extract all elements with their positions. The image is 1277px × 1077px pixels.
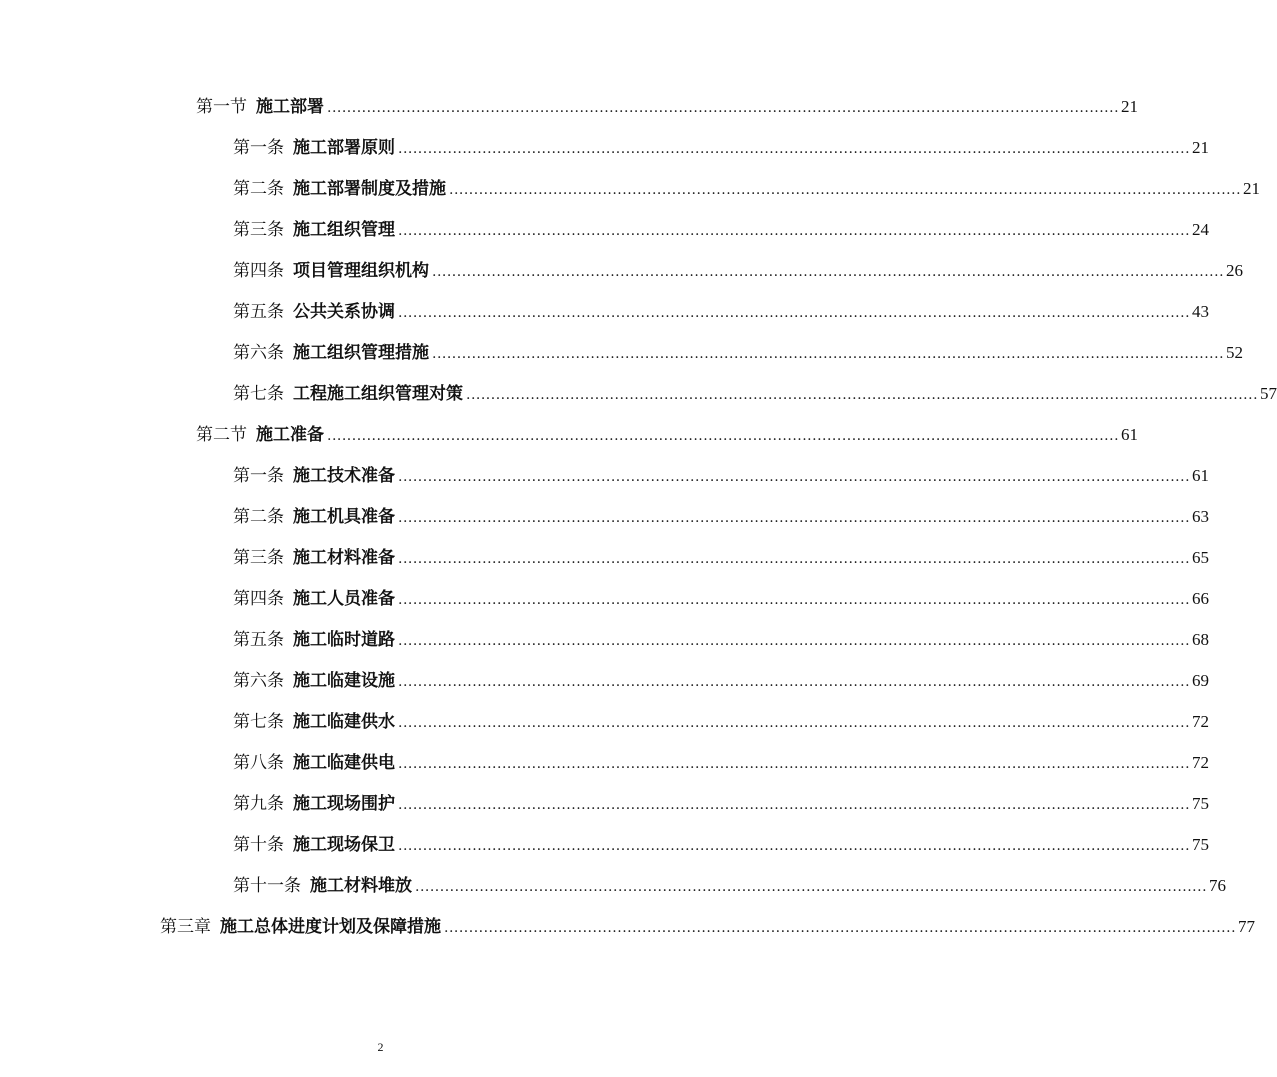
- toc-entry-title: 施工机具准备: [293, 507, 395, 527]
- toc-entry-number: 第六条: [233, 343, 284, 363]
- toc-entry[interactable]: [233, 666, 1210, 692]
- toc-leader-dots: ................................................................................................................................................................: [398, 141, 1191, 157]
- toc-entry-number: 第五条: [233, 302, 284, 322]
- toc-entry-page: 66: [1192, 589, 1210, 608]
- toc-entry[interactable]: [233, 338, 1244, 364]
- toc-leader-dots: ................................................................................................................................................................: [398, 510, 1191, 526]
- toc-entry-title: 施工人员准备: [293, 589, 395, 609]
- toc-leader-dots: ................................................................................................................................................................: [398, 305, 1191, 321]
- toc-entry[interactable]: [196, 92, 1139, 118]
- page-number: 2: [377, 1040, 384, 1054]
- toc-entry-title: 施工部署制度及措施: [293, 179, 446, 199]
- toc-leader-dots: ................................................................................................................................................................: [398, 223, 1191, 239]
- toc-entry-page: 61: [1192, 466, 1210, 485]
- toc-entry-page: 69: [1192, 671, 1210, 690]
- toc-entry-number: 第一条: [233, 138, 284, 158]
- toc-entry-number: 第一节: [196, 97, 247, 117]
- toc-entry-title: 施工临建供水: [293, 712, 395, 732]
- toc-entry-number: 第七条: [233, 712, 284, 732]
- toc-entry[interactable]: [233, 256, 1244, 282]
- toc-entry[interactable]: [196, 420, 1139, 446]
- toc-entry-page: 57: [1260, 384, 1277, 403]
- toc-leader-dots: ................................................................................................................................................................: [398, 838, 1191, 854]
- toc-entry-title: 施工现场保卫: [293, 835, 395, 855]
- toc-leader-dots: ................................................................................................................................................................: [327, 100, 1120, 116]
- toc-leader-dots: ................................................................................................................................................................: [398, 715, 1191, 731]
- toc-entry[interactable]: [233, 625, 1210, 651]
- toc-entry-number: 第一条: [233, 466, 284, 486]
- toc-entry-number: 第二条: [233, 179, 284, 199]
- toc-entry[interactable]: [233, 707, 1210, 733]
- toc-entry[interactable]: [233, 461, 1210, 487]
- toc-leader-dots: ................................................................................................................................................................: [415, 879, 1208, 895]
- toc-entry-page: 65: [1192, 548, 1210, 567]
- toc-entry-page: 21: [1192, 138, 1210, 157]
- toc-leader-dots: ................................................................................................................................................................: [398, 674, 1191, 690]
- toc-entry-page: 24: [1192, 220, 1210, 239]
- toc-leader-dots: ................................................................................................................................................................: [444, 920, 1237, 936]
- toc-entry[interactable]: [233, 789, 1210, 815]
- toc-leader-dots: ................................................................................................................................................................: [449, 182, 1242, 198]
- toc-entry[interactable]: [233, 543, 1210, 569]
- toc-leader-dots: ................................................................................................................................................................: [398, 633, 1191, 649]
- toc-entry-page: 75: [1192, 794, 1210, 813]
- toc-entry-number: 第十条: [233, 835, 284, 855]
- toc-entry-number: 第三条: [233, 548, 284, 568]
- toc-entry-number: 第七条: [233, 384, 284, 404]
- toc-entry[interactable]: [233, 830, 1210, 856]
- toc-entry-number: 第二节: [196, 425, 247, 445]
- toc-entry-number: 第二条: [233, 507, 284, 527]
- toc-entry-title: 施工临建供电: [293, 753, 395, 773]
- toc-entry-page: 52: [1226, 343, 1244, 362]
- toc-entry-title: 施工临建设施: [293, 671, 395, 691]
- toc-entry-number: 第四条: [233, 261, 284, 281]
- toc-entry-number: 第十一条: [233, 876, 301, 896]
- toc-entry-page: 72: [1192, 753, 1210, 772]
- toc-entry-page: 21: [1121, 97, 1139, 116]
- toc-entry-page: 68: [1192, 630, 1210, 649]
- toc-entry[interactable]: [233, 748, 1210, 774]
- toc-entry[interactable]: [233, 133, 1210, 159]
- toc-entry-title: 施工材料堆放: [310, 876, 412, 896]
- toc-entry-page: 43: [1192, 302, 1210, 321]
- toc-entry-title: 项目管理组织机构: [293, 261, 429, 281]
- toc-entry[interactable]: [233, 379, 1277, 405]
- toc-leader-dots: ................................................................................................................................................................: [398, 551, 1191, 567]
- toc-entry-title: 施工组织管理: [293, 220, 395, 240]
- toc-leader-dots: ................................................................................................................................................................: [398, 469, 1191, 485]
- toc-entry[interactable]: [233, 215, 1210, 241]
- toc-entry[interactable]: [233, 502, 1210, 528]
- toc-entry-title: 施工部署原则: [293, 138, 395, 158]
- toc-entry-number: 第四条: [233, 589, 284, 609]
- toc-entry-number: 第九条: [233, 794, 284, 814]
- toc-entry-page: 63: [1192, 507, 1210, 526]
- toc-entry[interactable]: [160, 912, 1256, 938]
- toc-entry-title: 工程施工组织管理对策: [293, 384, 463, 404]
- toc-entry-page: 61: [1121, 425, 1139, 444]
- toc-leader-dots: ................................................................................................................................................................: [398, 592, 1191, 608]
- toc-entry-title: 施工组织管理措施: [293, 343, 429, 363]
- toc-entry-title: 施工技术准备: [293, 466, 395, 486]
- toc-entry-number: 第三章: [160, 917, 211, 937]
- toc-entry-page: 26: [1226, 261, 1244, 280]
- toc-entry-title: 施工部署: [256, 97, 324, 117]
- toc-entry[interactable]: [233, 297, 1210, 323]
- toc-entry-title: 施工临时道路: [293, 630, 395, 650]
- toc-entry-title: 施工准备: [256, 425, 324, 445]
- toc-leader-dots: ................................................................................................................................................................: [327, 428, 1120, 444]
- toc-entry-page: 77: [1238, 917, 1256, 936]
- toc-entry-title: 施工现场围护: [293, 794, 395, 814]
- toc-entry-page: 72: [1192, 712, 1210, 731]
- toc-entry-page: 21: [1243, 179, 1261, 198]
- toc-leader-dots: ................................................................................................................................................................: [432, 264, 1225, 280]
- toc-entry-title: 施工材料准备: [293, 548, 395, 568]
- toc-entry-number: 第六条: [233, 671, 284, 691]
- toc-entry-number: 第五条: [233, 630, 284, 650]
- toc-entry-page: 76: [1209, 876, 1227, 895]
- toc-entry[interactable]: [233, 174, 1261, 200]
- toc-entry-number: 第八条: [233, 753, 284, 773]
- toc-entry-title: 施工总体进度计划及保障措施: [220, 917, 441, 937]
- toc-entry-page: 75: [1192, 835, 1210, 854]
- toc-leader-dots: ................................................................................................................................................................: [398, 756, 1191, 772]
- toc-entry-title: 公共关系协调: [293, 302, 395, 322]
- toc-leader-dots: ................................................................................................................................................................: [398, 797, 1191, 813]
- toc-leader-dots: ................................................................................................................................................................: [432, 346, 1225, 362]
- toc-entry[interactable]: [233, 871, 1227, 897]
- toc-entry-number: 第三条: [233, 220, 284, 240]
- toc-leader-dots: ................................................................................................................................................................: [466, 387, 1259, 403]
- toc-entry[interactable]: [233, 584, 1210, 610]
